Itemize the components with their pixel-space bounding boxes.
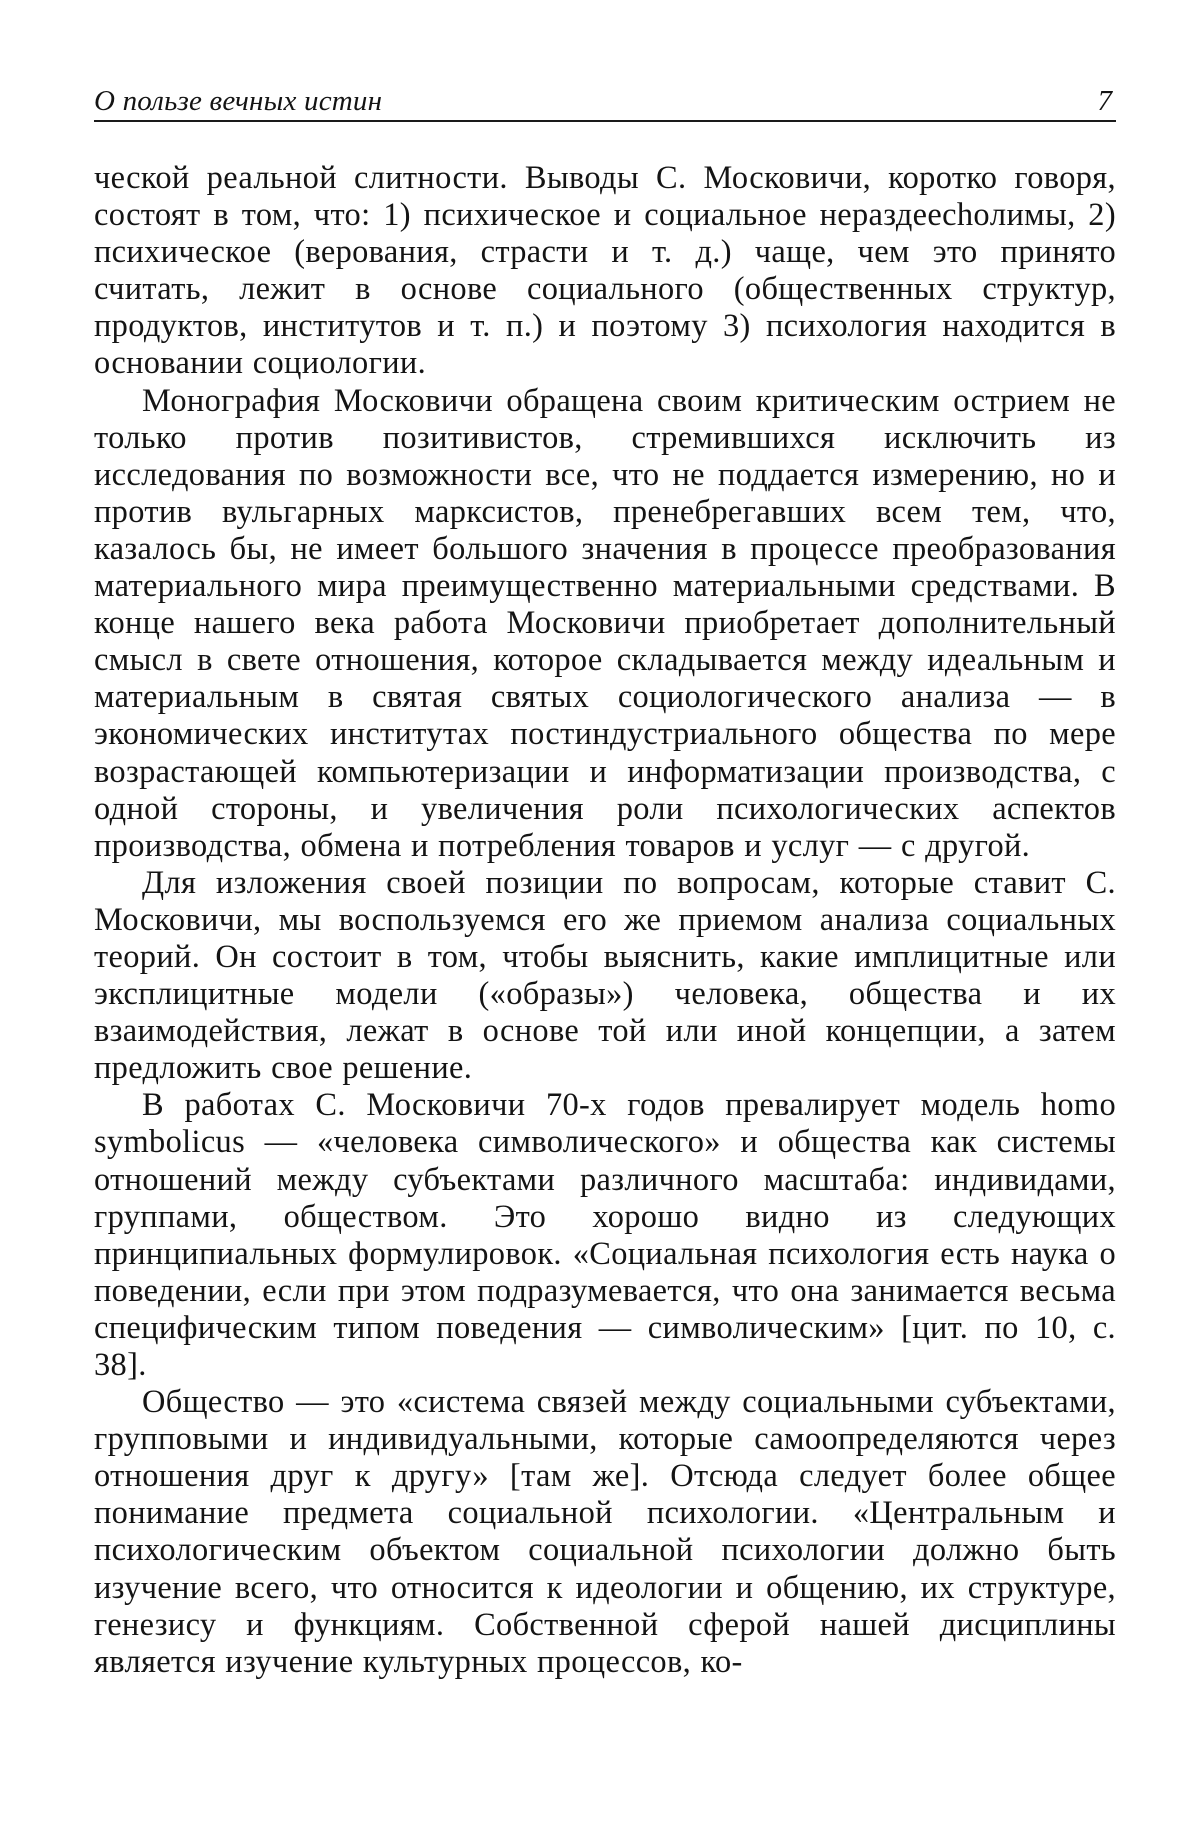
paragraph-continuation: ческой реальной слитности. Выводы С. Московичи, коротко говоря, состоят в том, что: 1) психическое и социальное нераздеechoлимы, 2) психическое (верования, страсти и т. д.) чаще, чем это принято считать, лежит в основе социального (общественных структур, продуктов, институтов и т. п.) и поэтому 3) психология находится в основании социологии. [94, 160, 1116, 382]
page-number: 7 [1097, 85, 1112, 117]
paragraph: Монография Московичи обращена своим критическим острием не только против позитивистов, стремившихся исключить из исследования по возможности все, что не поддается измерению, но и против вульгарных марксистов, пренебрегавших всем тем, что, казалось бы, не имеет большого значения в процессе преобразования материального мира преимущественно материальными средствами. В конце нашего века работа Московичи приобретает дополнительный смысл в свете отношения, которое складывается между идеальным и материальным в святая святых социологического анализа — в экономических институтах постиндустриального общества по мере возрастающей компьютеризации и информатизации производства, с одной стороны, и увеличения роли психологических аспектов производства, обмена и потребления товаров и услуг — с другой. [94, 382, 1116, 864]
paragraph: Общество — это «система связей между социальными субъектами, групповыми и индивидуальными, которые самоопределяются через отношения друг к другу» [там же]. Отсюда следует более общее понимание предмета социальной психологии. «Центральным и психологическим объектом социальной психологии должно быть изучение всего, что относится к идеологии и общению, их структуре, генезису и функциям. Собственной сферой нашей дисциплины является изучение культурных процессов, ко- [94, 1384, 1116, 1680]
paragraph: В работах С. Московичи 70-х годов превалирует модель homo symbolicus — «человека символического» и общества как системы отношений между субъектами различного масштаба: индивидами, группами, обществом. Это хорошо видно из следующих принципиальных формулировок. «Социальная психология есть наука о поведении, если при этом подразумевается, что она занимается весьма специфическим типом поведения — символическим» [цит. по 10, с. 38]. [94, 1087, 1116, 1383]
paragraph: Для изложения своей позиции по вопросам, которые ставит С. Московичи, мы воспользуемся его же приемом анализа социальных теорий. Он состоит в том, чтобы выяснить, какие имплицитные или эксплицитные модели («образы») человека, общества и их взаимодействия, лежат в основе той или иной концепции, а затем предложить свое решение. [94, 864, 1116, 1087]
running-header [94, 84, 1116, 122]
book-page [94, 84, 1116, 1681]
running-title: О пользе вечных истин [94, 85, 383, 117]
body-text [94, 160, 1116, 1681]
